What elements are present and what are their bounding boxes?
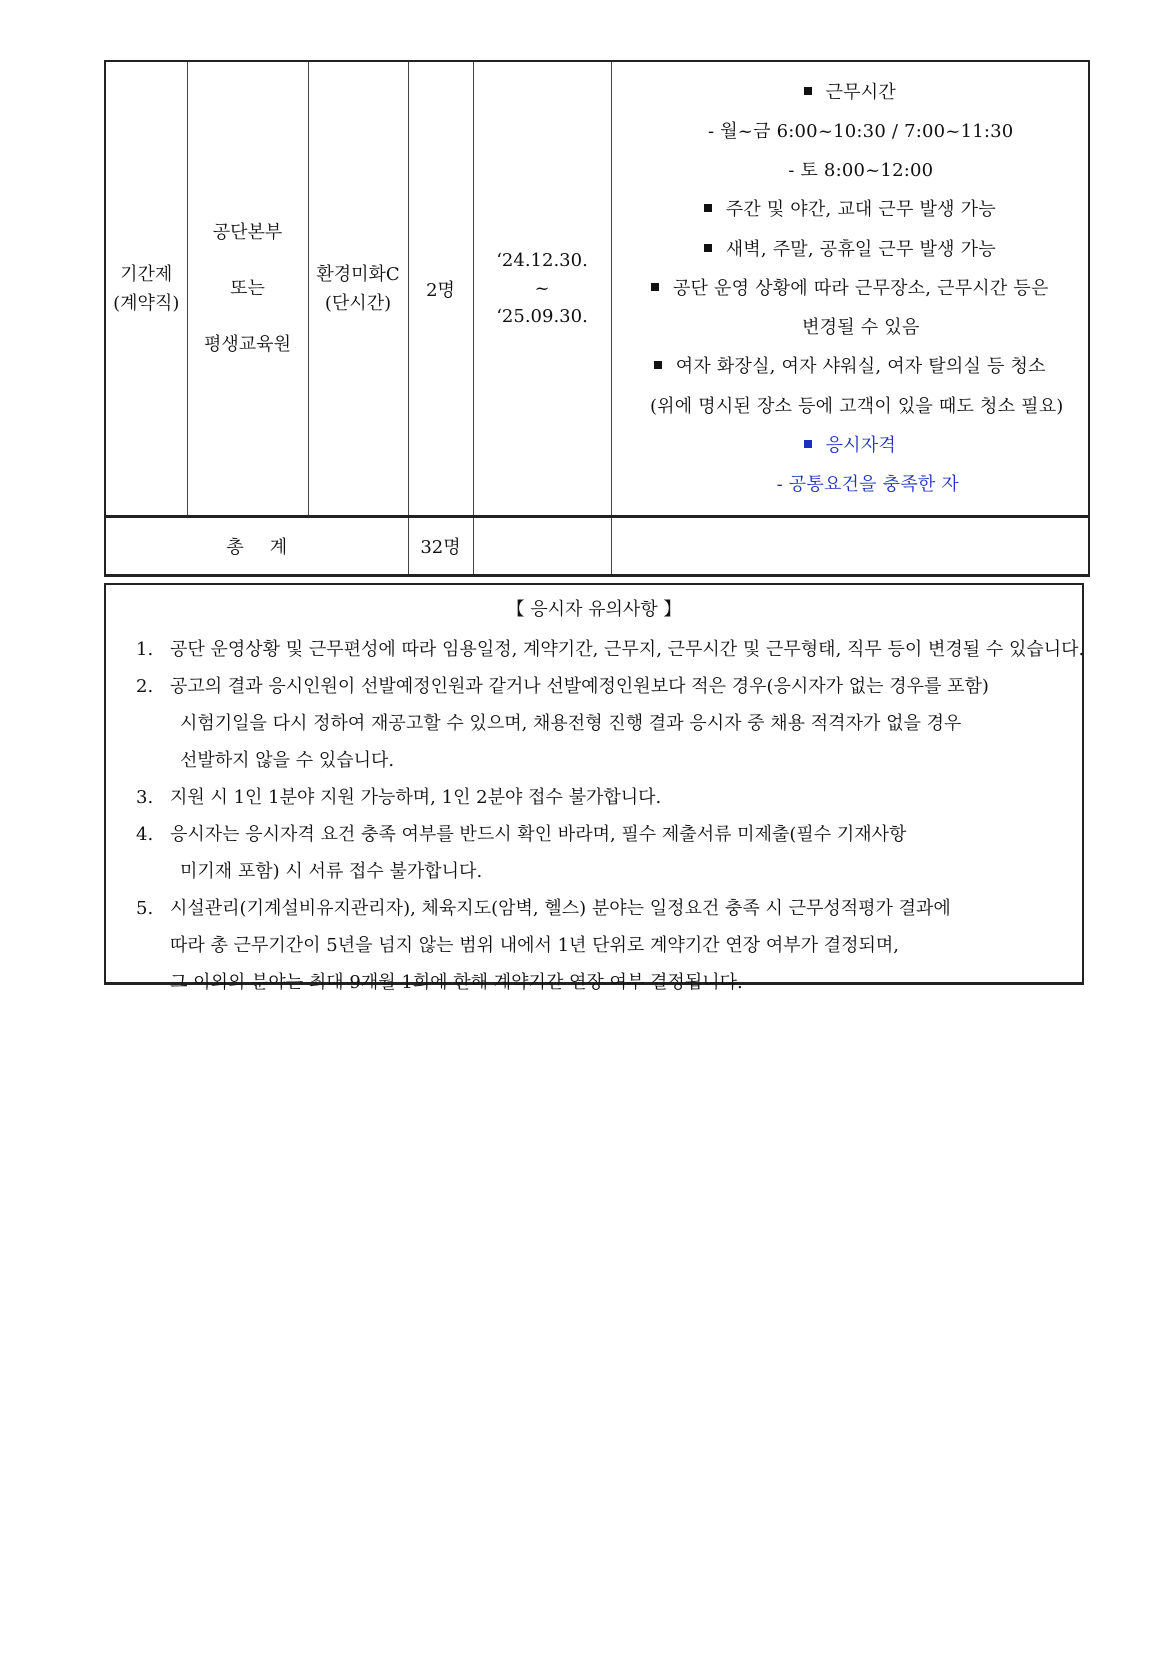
detail-change-note: 공단 운영 상황에 따라 근무장소, 근무시간 등은 (612, 269, 1089, 308)
notice-item (136, 631, 1085, 668)
detail-heading-qualification: 응시자격 (612, 426, 1089, 465)
headcount: 2명 (426, 279, 455, 301)
employment-type-line: (계약직) (113, 292, 180, 314)
details-cell (611, 61, 1089, 517)
square-bullet-icon (804, 87, 812, 95)
position-line: 환경미화C (316, 263, 400, 285)
position-line: (단시간) (324, 292, 392, 314)
workplace-line: 공단본부 (212, 221, 283, 243)
workplace-line: 또는 (230, 277, 265, 299)
square-bullet-icon (651, 283, 659, 291)
total-label-cell (105, 517, 408, 576)
notice-item (136, 668, 1072, 779)
total-empty-cell (611, 517, 1089, 576)
notice-list (136, 631, 1085, 1001)
job-table (104, 60, 1090, 577)
notice-item (136, 779, 1072, 816)
position-cell (308, 61, 408, 517)
notice-item (136, 816, 1072, 890)
notice-title: 【 응시자 유의사항 】 (506, 599, 682, 620)
notice-item-line: 미기재 포함) 시 서류 접수 불가합니다. (180, 861, 483, 882)
period-cell (473, 61, 611, 517)
notice-item-line: 시설관리(기계설비유지관리자), 체육지도(암벽, 헬스) 분야는 일정요건 충족 시 근무성적평가 결과에 (170, 898, 951, 919)
notice-item-line: 공단 운영상황 및 근무편성에 따라 임용일정, 계약기간, 근무지, 근무시간 및 근무형태, 직무 등이 변경될 수 있습니다. (170, 639, 1085, 660)
total-count: 32명 (420, 537, 461, 558)
detail-heading-work-hours: 근무시간 (612, 73, 1089, 112)
notice-item-line: 지원 시 1인 1분야 지원 가능하며, 1인 2분야 접수 불가합니다. (170, 787, 662, 808)
square-bullet-icon (654, 361, 662, 369)
notice-item-line: 그 이외의 분야는 최대 9개월 1회에 한해 계약기간 연장 여부 결정됩니다. (170, 972, 743, 993)
notice-item-number: 3. (136, 787, 154, 808)
total-row (105, 517, 1089, 576)
period-end: ‘25.09.30. (496, 305, 588, 327)
detail-cleaning-note: 여자 화장실, 여자 샤워실, 여자 탈의실 등 청소 (612, 347, 1089, 386)
notice-item-number: 1. (136, 639, 154, 660)
detail-weekday-hours: - 월~금 6:00~10:30 / 7:00~11:30 (708, 121, 1014, 143)
square-bullet-icon (704, 204, 712, 212)
employment-type-cell (105, 61, 187, 517)
total-label: 총계 (226, 537, 314, 558)
detail-dawn-note: 새벽, 주말, 공휴일 근무 발생 가능 (612, 230, 1089, 269)
notice-item-number: 2. (136, 676, 154, 697)
notice-item-line: 시험기일을 다시 정하여 재공고할 수 있으며, 채용전형 진행 결과 응시자 중 채용 적격자가 없을 경우 (180, 713, 962, 734)
detail-saturday-hours: - 토 8:00~12:00 (788, 160, 934, 182)
notice-item-number: 5. (136, 898, 154, 919)
headcount-cell (408, 61, 473, 517)
square-bullet-icon (704, 244, 712, 252)
period-start: ‘24.12.30. (496, 249, 588, 271)
notice-item-line: 응시자는 응시자격 요건 충족 여부를 반드시 확인 바라며, 필수 제출서류 미제출(필수 기재사항 (170, 824, 907, 845)
notice-item-line: 따라 총 근무기간이 5년을 넘지 않는 범위 내에서 1년 단위로 계약기간 연장 여부가 결정되며, (170, 935, 899, 956)
workplace-line: 평생교육원 (204, 333, 291, 355)
job-row (105, 61, 1089, 517)
notice-item (136, 890, 1072, 1001)
workplace-cell (187, 61, 308, 517)
period-separator: ~ (534, 277, 550, 299)
notice-item-line: 선발하지 않을 수 있습니다. (180, 750, 395, 771)
applicant-notice-box (104, 583, 1085, 993)
detail-cleaning-note-cont: (위에 명시된 장소 등에 고객이 있을 때도 청소 필요) (649, 395, 1064, 417)
detail-shift-note: 주간 및 야간, 교대 근무 발생 가능 (612, 190, 1089, 229)
detail-change-note-cont: 변경될 수 있음 (802, 317, 920, 339)
notice-item-line: 공고의 결과 응시인원이 선발예정인원과 같거나 선발예정인원보다 적은 경우(응시자가 없는 경우를 포함) (170, 676, 989, 697)
square-bullet-icon (804, 440, 812, 448)
notice-item-number: 4. (136, 824, 154, 845)
total-count-cell (408, 517, 473, 576)
total-empty-cell (473, 517, 611, 576)
detail-qualification-text: - 공통요건을 충족한 자 (776, 473, 959, 495)
employment-type-line: 기간제 (120, 263, 173, 285)
